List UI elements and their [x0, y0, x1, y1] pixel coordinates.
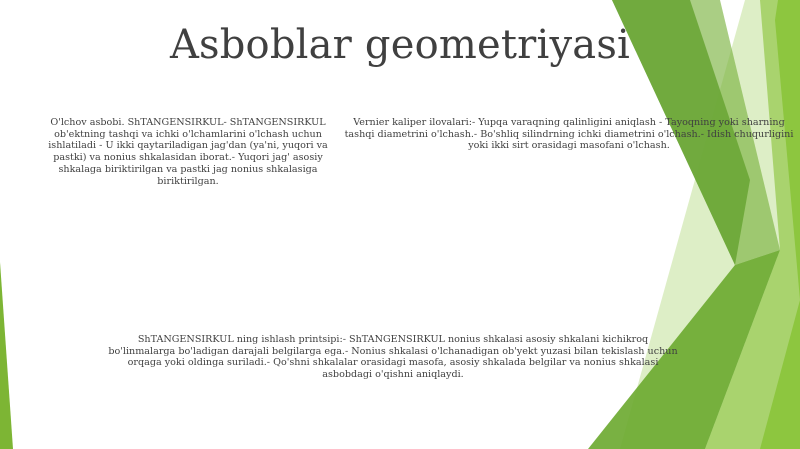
- left-green-sliver: [0, 262, 13, 449]
- text-block-left: O'lchov asbobi. ShTANGENSIRKUL- ShTANGENSIRKUL ob'ektning tashqi va ichki o'lchamlarini o'lchash uchun ishlatiladi - U ikki qaytariladigan jag'dan (ya'ni, yuqori va pastki) va nonius shkalasidan iborat.- Yuqori jag' asosiy shkalaga biriktirilgan va pastki jag nonius shkalasiga biriktirilgan.: [48, 117, 328, 187]
- text-block-bottom: ShTANGENSIRKUL ning ishlash printsipi:- ShTANGENSIRKUL nonius shkalasi asosiy shkalani kichikroq bo'linmalarga bo'ladigan darajali belgilarga ega.- Nonius shkalasi o'lchanadigan ob'yekt yuzasi bilan tekislash uchun orqaga yoki oldinga suriladi.- Qo'shni shkalalar orasidagi masofa, asosiy shkalada belgilar va nonius shkalasi asbobdagi o'qishni aniqlaydi.: [108, 334, 678, 381]
- slide-title: Asboblar geometriyasi: [169, 22, 631, 68]
- text-block-right: Vernier kaliper ilovalari:- Yupqa varaqning qalinligini aniqlash - Tayoqning yoki sharning tashqi diametrini o'lchash.- Bo'shliq silindrning ichki diametrini o'lchash.- Idish chuqurligini yoki ikki sirt orasidagi masofani o'lchash.: [344, 117, 794, 152]
